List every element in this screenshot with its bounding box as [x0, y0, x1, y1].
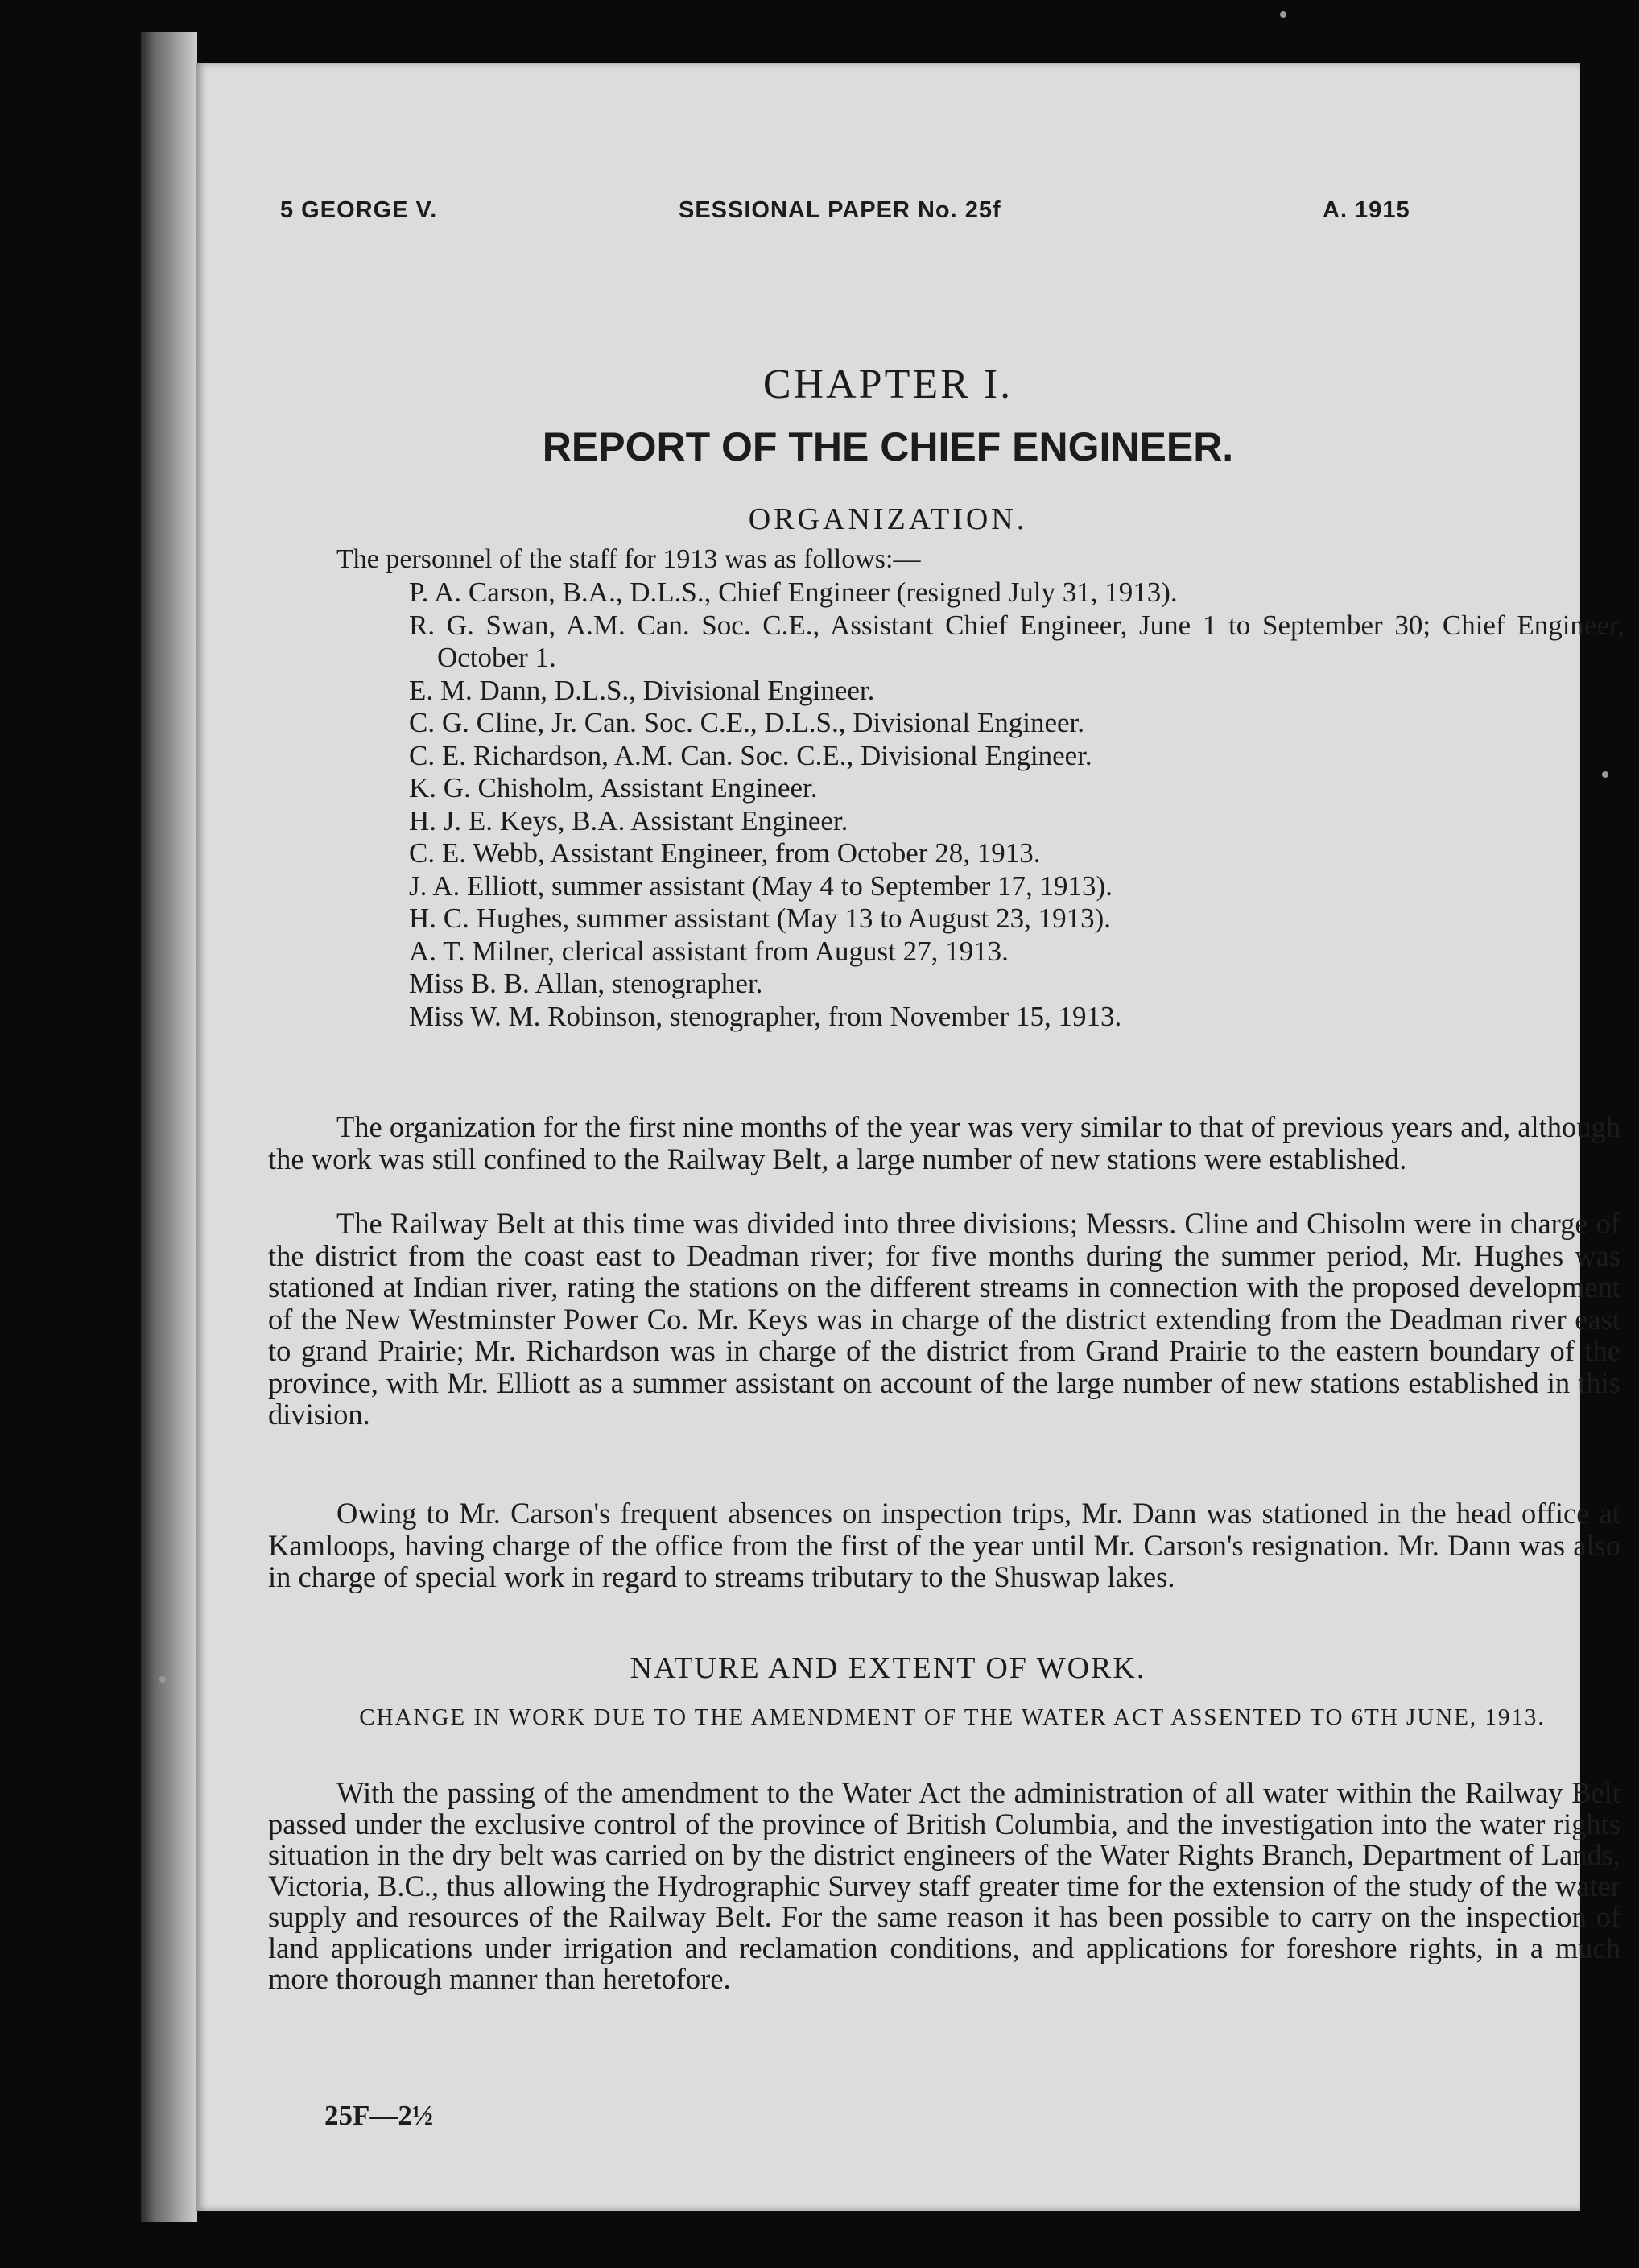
- staff-item: Miss W. M. Robinson, stenographer, from November 15, 1913.: [409, 1000, 1122, 1032]
- staff-item: A. T. Milner, clerical assistant from August 27, 1913.: [409, 935, 1009, 967]
- staff-item: C. E. Webb, Assistant Engineer, from October 28, 1913.: [409, 837, 1041, 869]
- chapter-heading: CHAPTER I.: [762, 361, 1014, 407]
- book-spine: [141, 32, 197, 2222]
- running-head-left: 5 GEORGE V.: [280, 197, 438, 223]
- paragraph-head-office: Owing to Mr. Carson's frequent absences on inspection trips, Mr. Dann was stationed in the head office at Kamloops, having charge of the office from the first of the year until Mr. Carson's resignation. Mr. Dann was also in charge of special work in regard to streams tributary to the Shuswap lakes.: [268, 1497, 1620, 1593]
- staff-item: R. G. Swan, A.M. Can. Soc. C.E., Assistant Chief Engineer, June 1 to September 30; Chief Engineer, October 1.: [409, 609, 1625, 673]
- staff-item: E. M. Dann, D.L.S., Divisional Engineer.: [409, 674, 875, 706]
- staff-item: Miss B. B. Allan, stenographer.: [409, 968, 763, 999]
- change-heading: CHANGE IN WORK DUE TO THE AMENDMENT OF THE WATER ACT ASSENTED TO 6TH JUNE, 1913.: [359, 1704, 1546, 1730]
- paragraph-organization: The organization for the first nine months of the year was very similar to that of previous years and, although the work was still confined to the Railway Belt, a large number of new stations were established.: [268, 1110, 1620, 1175]
- staff-item: K. G. Chisholm, Assistant Engineer.: [409, 772, 818, 804]
- report-title: REPORT OF THE CHIEF ENGINEER.: [542, 424, 1234, 469]
- running-head: [196, 197, 1580, 229]
- paragraph-water-act: With the passing of the amendment to the Water Act the administration of all water within the Railway Belt passed under the exclusive control of the province of British Columbia, and the investigation into the water rights situation in the dry belt was carried on by the district engineers of the Water Rights Branch, Department of Lands, Victoria, B.C., thus allowing the Hydrographic Survey staff greater time for the extension of the study of the water supply and resources of the Railway Belt. For the same reason it has been possible to carry on the inspection of land applications under irrigation and reclamation conditions, and applications for foreshore rights, in a much more thorough manner than heretofore.: [268, 1776, 1620, 1995]
- page-signature: 25F—2½: [324, 2100, 434, 2131]
- scan-speck: [1602, 771, 1608, 778]
- staff-item: C. E. Richardson, A.M. Can. Soc. C.E., Divisional Engineer.: [409, 739, 1092, 771]
- staff-item: P. A. Carson, B.A., D.L.S., Chief Engineer (resigned July 31, 1913).: [409, 576, 1178, 608]
- staff-item: H. J. E. Keys, B.A. Assistant Engineer.: [409, 804, 848, 837]
- organization-heading: ORGANIZATION.: [748, 502, 1028, 536]
- document-page: [196, 63, 1625, 2211]
- staff-intro: The personnel of the staff for 1913 was as follows:—: [336, 544, 921, 574]
- scan-speck: [1280, 11, 1286, 18]
- scan-speck: [159, 1676, 166, 1683]
- staff-item: H. C. Hughes, summer assistant (May 13 to August 23, 1913).: [409, 903, 1112, 934]
- nature-heading: NATURE AND EXTENT OF WORK.: [630, 1651, 1146, 1685]
- paragraph-divisions: The Railway Belt at this time was divided into three divisions; Messrs. Cline and Chisolm were in charge of the district from the coast east to Deadman river; for five months during the summer period, Mr. Hughes was stationed at Indian river, rating the stations on the different streams in connection with the proposed development of the New Westminster Power Co. Mr. Keys was in charge of the district extending from the Deadman river east to grand Prairie; Mr. Richardson was in charge of the district from Grand Prairie to the eastern boundary of the province, with Mr. Elliott as a summer assistant on account of the large number of new stations established in this division.: [268, 1207, 1620, 1431]
- running-head-right: A. 1915: [1323, 197, 1410, 223]
- staff-item: C. G. Cline, Jr. Can. Soc. C.E., D.L.S., Divisional Engineer.: [409, 707, 1084, 738]
- running-head-center: SESSIONAL PAPER No. 25f: [679, 197, 1001, 223]
- staff-list: [409, 576, 1625, 1033]
- staff-item: J. A. Elliott, summer assistant (May 4 to September 17, 1913).: [409, 870, 1113, 902]
